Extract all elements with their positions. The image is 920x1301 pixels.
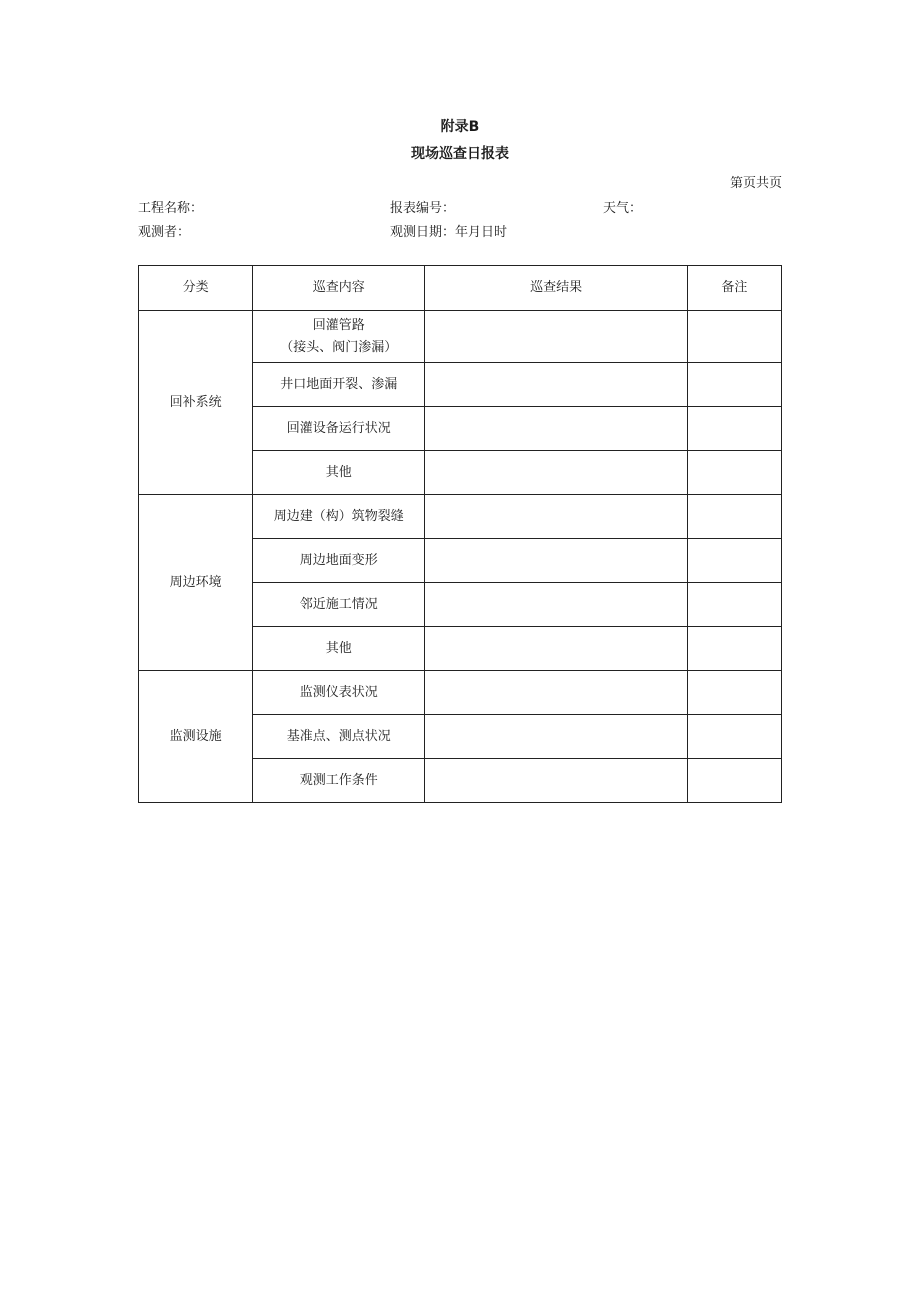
note-cell[interactable] xyxy=(687,759,781,803)
header-content: 巡查内容 xyxy=(253,266,425,311)
note-cell[interactable] xyxy=(687,671,781,715)
content-cell: 观测工作条件 xyxy=(253,759,425,803)
content-cell xyxy=(253,311,425,363)
result-cell[interactable] xyxy=(425,539,687,583)
content-cell: 其他 xyxy=(253,627,425,671)
table-row xyxy=(139,311,782,363)
content-cell: 基准点、测点状况 xyxy=(253,715,425,759)
result-cell[interactable] xyxy=(425,451,687,495)
result-cell[interactable] xyxy=(425,671,687,715)
observer-label: 观测者： xyxy=(138,225,191,240)
table-header-row xyxy=(139,266,782,311)
note-cell[interactable] xyxy=(687,539,781,583)
result-cell[interactable] xyxy=(425,311,687,363)
project-name-label: 工程名称： xyxy=(138,201,204,216)
appendix-label: 附录B xyxy=(440,119,480,135)
content-cell: 邻近施工情况 xyxy=(253,583,425,627)
weather-label: 天气： xyxy=(603,201,643,216)
result-cell[interactable] xyxy=(425,583,687,627)
result-cell[interactable] xyxy=(425,759,687,803)
note-cell[interactable] xyxy=(687,363,781,407)
note-cell[interactable] xyxy=(687,311,781,363)
note-cell[interactable] xyxy=(687,583,781,627)
note-cell[interactable] xyxy=(687,407,781,451)
header-category: 分类 xyxy=(139,266,253,311)
table-row xyxy=(139,495,782,539)
page-title: 现场巡查日报表 xyxy=(411,146,509,162)
content-cell: 周边建（构）筑物裂缝 xyxy=(253,495,425,539)
observation-date-label: 观测日期：年月日时 xyxy=(390,225,508,240)
result-cell[interactable] xyxy=(425,407,687,451)
header-result: 巡查结果 xyxy=(425,266,687,311)
note-cell[interactable] xyxy=(687,451,781,495)
content-line-sub: （接头、阀门渗漏） xyxy=(280,339,398,355)
note-cell[interactable] xyxy=(687,715,781,759)
header-note: 备注 xyxy=(687,266,781,311)
content-cell: 井口地面开裂、渗漏 xyxy=(253,363,425,407)
result-cell[interactable] xyxy=(425,363,687,407)
note-cell[interactable] xyxy=(687,627,781,671)
content-cell: 其他 xyxy=(253,451,425,495)
inspection-table xyxy=(138,265,782,803)
result-cell[interactable] xyxy=(425,715,687,759)
category-cell: 周边环境 xyxy=(139,495,253,671)
content-cell: 监测仪表状况 xyxy=(253,671,425,715)
page-count: 第页共页 xyxy=(729,176,782,191)
table-row xyxy=(139,671,782,715)
result-cell[interactable] xyxy=(425,627,687,671)
content-cell: 周边地面变形 xyxy=(253,539,425,583)
content-cell: 回灌设备运行状况 xyxy=(253,407,425,451)
category-cell: 监测设施 xyxy=(139,671,253,803)
category-cell: 回补系统 xyxy=(139,311,253,495)
result-cell[interactable] xyxy=(425,495,687,539)
report-number-label: 报表编号： xyxy=(390,201,456,216)
content-line: 回灌管路 xyxy=(312,317,365,333)
note-cell[interactable] xyxy=(687,495,781,539)
